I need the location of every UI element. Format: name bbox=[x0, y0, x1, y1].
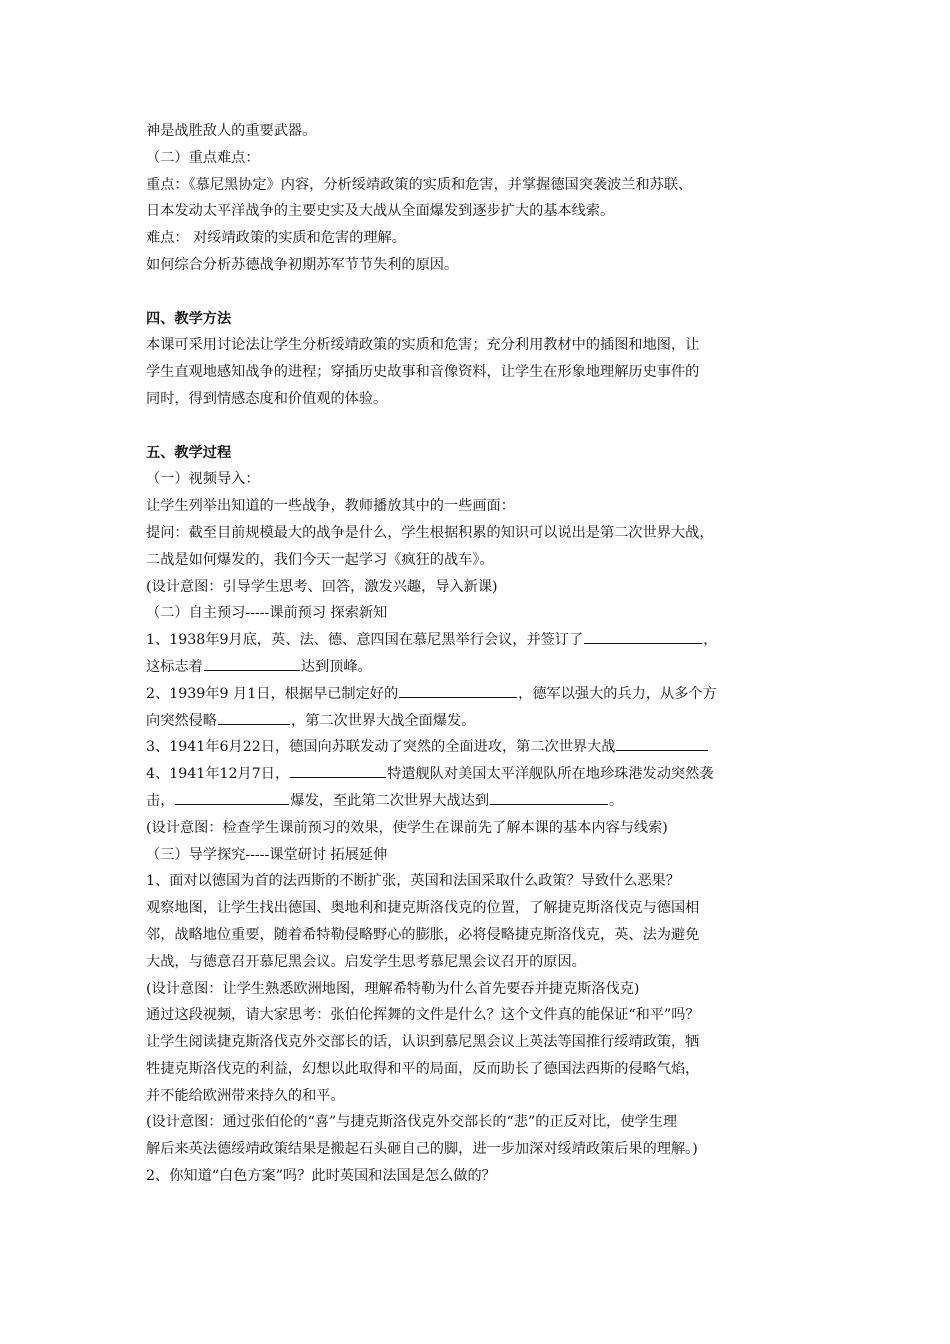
answer-blank[interactable] bbox=[218, 708, 290, 725]
text-line: 1、面对以德国为首的法西斯的不断扩张，英国和法国采取什么政策？导致什么恶果？ bbox=[146, 873, 680, 890]
text-line: 大战，与德意召开慕尼黑会议。启发学生思考慕尼黑会议召开的原因。 bbox=[146, 953, 586, 970]
text-line: 神是战胜敌人的重要武器。 bbox=[146, 123, 317, 139]
design-intent-cont: 解后来英法德绥靖政策结果是搬起石头砸自己的脚，进一步加深对绥靖政策后果的理解。) bbox=[146, 1141, 698, 1158]
design-intent: (设计意图：让学生熟悉欧洲地图，理解希特勒为什么首先要吞并捷克斯洛伐克) bbox=[146, 980, 640, 997]
answer-blank[interactable] bbox=[290, 761, 386, 778]
answer-blank[interactable] bbox=[204, 654, 300, 671]
question-1: 1、1938年9月底，英、法、德、意四国在慕尼黑举行会议，并签订了 ， bbox=[146, 627, 826, 654]
text-line: 邻，战略地位重要，随着希特勒侵略野心的膨胀，必将侵略捷克斯洛伐克，英、法为避免 bbox=[146, 926, 700, 943]
design-intent: (设计意图：引导学生思考、回答，激发兴趣，导入新课) bbox=[146, 578, 498, 595]
section-heading-teaching-method: 四、教学方法 bbox=[146, 310, 232, 327]
answer-blank[interactable] bbox=[175, 788, 289, 805]
text-line: 让学生阅读捷克斯洛伐克外交部长的话，认识到慕尼黑会议上英法等国推行绥靖政策，牺 bbox=[146, 1034, 700, 1051]
question-2-cont: 向突然侵略 ，第二次世界大战全面爆发。 bbox=[146, 708, 826, 735]
question-2: 2、1939年9 月1日，根据早已制定好的 ，德军以强大的兵力，从多个方 bbox=[146, 681, 826, 708]
subheading: （一）视频导入： bbox=[146, 471, 260, 488]
design-intent: (设计意图：通过张伯伦的“喜”与捷克斯洛伐克外交部长的“悲”的正反对比，使学生理 bbox=[146, 1114, 678, 1131]
question-4-cont: 击， 爆发，至此第二次世界大战达到 。 bbox=[146, 788, 826, 815]
question-1-cont: 这标志着 达到顶峰。 bbox=[146, 654, 826, 681]
text-line: 难点： 对绥靖政策的实质和危害的理解。 bbox=[146, 230, 406, 247]
text-line: 日本发动太平洋战争的主要史实及大战从全面爆发到逐步扩大的基本线索。 bbox=[146, 203, 615, 220]
design-intent: (设计意图：检查学生课前预习的效果，使学生在课前先了解本课的基本内容与线索) bbox=[146, 819, 668, 836]
text-line: 2、你知道“白色方案”吗？此时英国和法国是怎么做的？ bbox=[146, 1168, 496, 1185]
question-3: 3、1941年6月22日，德国向苏联发动了突然的全面进攻，第二次世界大战 bbox=[146, 734, 826, 761]
section-heading-teaching-process: 五、教学过程 bbox=[146, 444, 232, 461]
subheading: （二）重点难点： bbox=[146, 149, 260, 166]
text-line: 学生直观地感知战争的进程；穿插历史故事和音像资料，让学生在形象地理解历史事件的 bbox=[146, 364, 700, 381]
answer-blank[interactable] bbox=[490, 788, 608, 805]
text-line: 通过这段视频，请大家思考：张伯伦挥舞的文件是什么？这个文件真的能保证“和平”吗？ bbox=[146, 1007, 700, 1024]
text-line: 让学生列举出知道的一些战争，教师播放其中的一些画面： bbox=[146, 498, 515, 515]
text-line: 重点：《慕尼黑协定》内容，分析绥靖政策的实质和危害，并掌握德国突袭波兰和苏联、 bbox=[146, 176, 693, 193]
subheading: （二）自主预习-----课前预习 探索新知 bbox=[146, 605, 388, 622]
question-4: 4、1941年12月7日， 特遣舰队对美国太平洋舰队所在地珍珠港发动突然袭 bbox=[146, 761, 826, 788]
text-line: 并不能给欧洲带来持久的和平。 bbox=[146, 1087, 345, 1104]
answer-blank[interactable] bbox=[399, 681, 517, 698]
text-line: 提问：截至目前规模最大的战争是什么，学生根据积累的知识可以说出是第二次世界大战， bbox=[146, 524, 714, 541]
text-line: 牲捷克斯洛伐克的利益，幻想以此取得和平的局面，反而助长了德国法西斯的侵略气焰， bbox=[146, 1060, 700, 1077]
answer-blank[interactable] bbox=[584, 627, 702, 644]
document-page bbox=[146, 118, 826, 1190]
answer-blank[interactable] bbox=[616, 734, 708, 751]
text-line: 本课可采用讨论法让学生分析绥靖政策的实质和危害；充分利用教材中的插图和地图，让 bbox=[146, 337, 700, 354]
subheading: （三）导学探究-----课堂研讨 拓展延伸 bbox=[146, 846, 388, 863]
text-line: 同时，得到情感态度和价值观的体验。 bbox=[146, 390, 388, 407]
text-line: 观察地图，让学生找出德国、奥地利和捷克斯洛伐克的位置，了解捷克斯洛伐克与德国相 bbox=[146, 900, 700, 917]
text-line: 二战是如何爆发的，我们今天一起学习《疯狂的战车》。 bbox=[146, 551, 494, 568]
text-line: 如何综合分析苏德战争初期苏军节节失利的原因。 bbox=[146, 256, 459, 273]
